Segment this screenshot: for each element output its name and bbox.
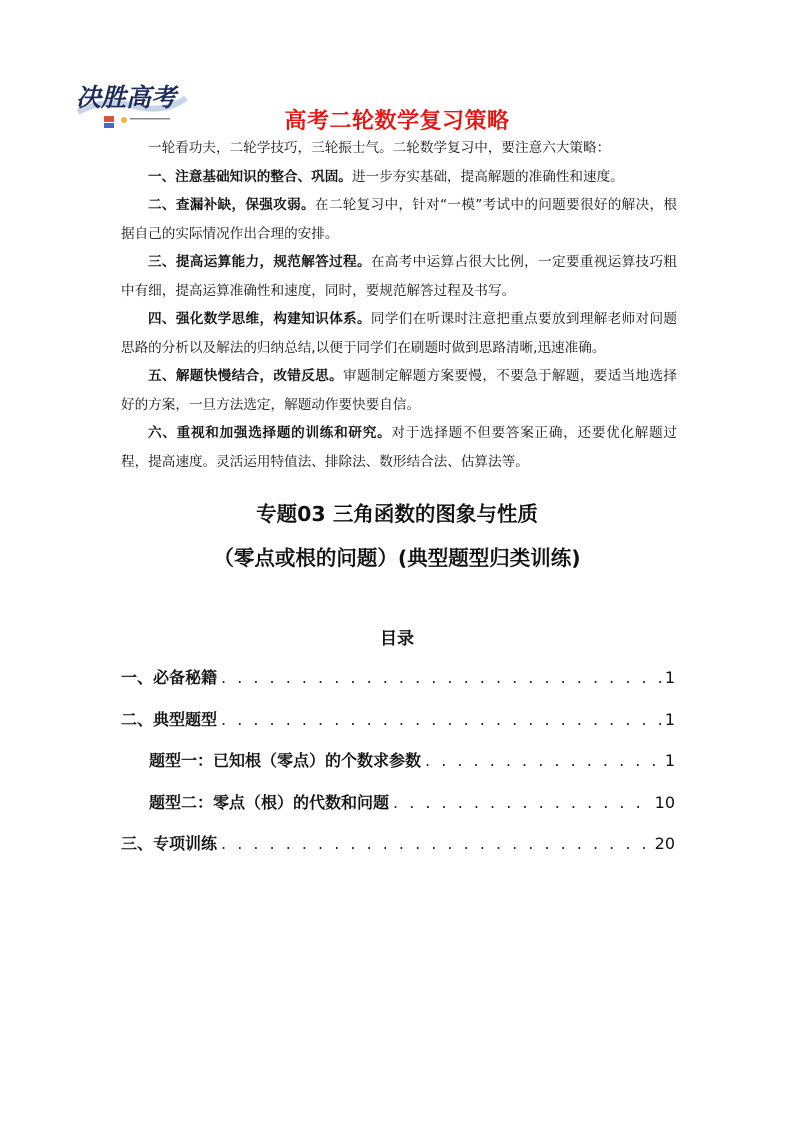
toc-leader-dots xyxy=(425,747,661,775)
logo-text: 决胜高考 xyxy=(76,83,177,112)
strategy-item-heading: 五、解题快慢结合，改错反思。 xyxy=(148,368,344,384)
strategy-title: 高考二轮数学复习策略 xyxy=(284,109,510,134)
strategy-item-heading: 一、注意基础知识的整合、巩固。 xyxy=(148,168,352,185)
toc-entry-page: 1 xyxy=(664,668,675,687)
toc-entry[interactable] xyxy=(121,789,675,831)
strategy-item xyxy=(121,305,677,362)
strategy-item xyxy=(121,163,677,192)
toc-entry-page: 1 xyxy=(664,751,675,770)
table-of-contents xyxy=(121,664,675,872)
toc-entry-label: 二、典型题型 xyxy=(121,709,218,729)
topic-title xyxy=(0,492,794,580)
strategy-intro: 一轮看功夫，二轮学技巧，三轮振士气。二轮数学复习中，要注意六大策略： xyxy=(148,140,611,156)
strategy-item xyxy=(121,248,677,305)
toc-entry[interactable] xyxy=(121,830,675,872)
strategy-section xyxy=(121,134,677,476)
strategy-item xyxy=(121,191,677,248)
strategy-item-heading: 三、提高运算能力，规范解答过程。 xyxy=(148,254,371,270)
toc-entry-label: 题型二：零点（根）的代数和问题 xyxy=(149,792,390,812)
toc-leader-dots xyxy=(221,830,651,858)
toc-entry-label: 题型一：已知根（零点）的个数求参数 xyxy=(149,751,422,770)
strategy-item-body: 在二轮复习中，针对“一模”考试中的问题要很好的解决，根据自己的实际情况作出合理的安排。 xyxy=(121,197,678,242)
strategy-item xyxy=(121,419,677,476)
strategy-item-body: 进一步夯实基础，提高解题的准确性和速度。 xyxy=(351,168,624,185)
toc-leader-dots xyxy=(221,706,661,734)
strategy-item-body: 同学们在听课时注意把重点要放到理解老师对问题思路的分析以及解法的归纳总结,以便于同学们在刷题时做到思路清晰,迅速准确。 xyxy=(121,311,678,356)
strategy-item-heading: 四、强化数学思维，构建知识体系。 xyxy=(148,311,371,327)
strategy-item-heading: 二、查漏补缺，保强攻弱。 xyxy=(148,197,315,213)
toc-leader-dots xyxy=(393,789,651,817)
strategy-item-heading: 六、重视和加强选择题的训练和研究。 xyxy=(148,425,392,441)
topic-title-line2: （零点或根的问题）(典型题型归类训练) xyxy=(213,546,581,570)
strategy-item xyxy=(121,362,677,419)
toc-entry[interactable] xyxy=(121,747,675,789)
toc-title: 目录 xyxy=(380,629,414,649)
toc-leader-dots xyxy=(221,664,661,692)
strategy-item-body: 对于选择题不但要答案正确，还要优化解题过程，提高速度。灵活运用特值法、排除法、数形结合法、估算法等。 xyxy=(121,425,678,470)
toc-entry-page: 20 xyxy=(654,834,675,853)
toc-entry[interactable] xyxy=(121,706,675,748)
topic-title-line1: 专题03 三角函数的图象与性质 xyxy=(256,502,538,526)
toc-entry-page: 1 xyxy=(664,709,675,729)
strategy-item-body: 审题制定解题方案要慢，不要急于解题，要适当地选择好的方案，一旦方法选定，解题动作要快要自信。 xyxy=(121,368,678,413)
strategy-item-body: 在高考中运算占很大比例，一定要重视运算技巧粗中有细，提高运算准确性和速度，同时，要规范解答过程及书写。 xyxy=(121,254,678,299)
toc-entry-page: 10 xyxy=(654,792,675,812)
toc-entry[interactable] xyxy=(121,664,675,706)
toc-entry-label: 三、专项训练 xyxy=(121,834,218,853)
toc-entry-label: 一、必备秘籍 xyxy=(121,668,218,687)
